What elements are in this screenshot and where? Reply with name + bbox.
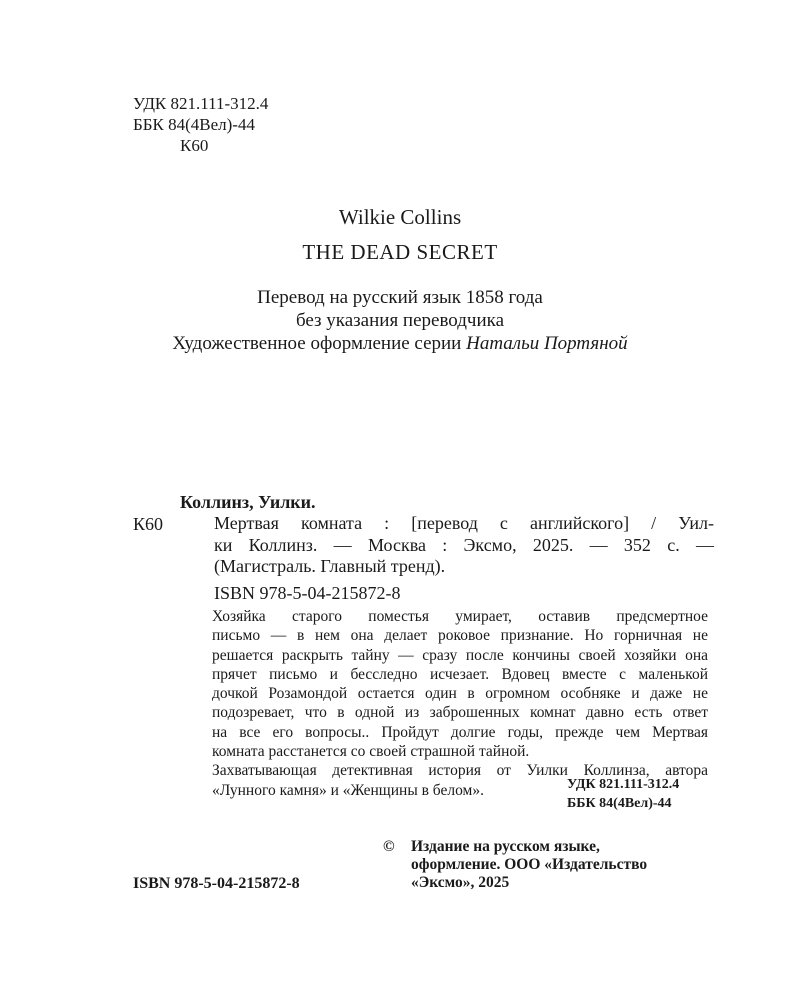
original-author: Wilkie Collins <box>338 205 462 229</box>
annotation-line: дочкой Розамондой остается один в огромном особняке и даже не <box>212 685 708 703</box>
design-credit <box>0 333 800 355</box>
bbk-code-secondary: ББК 84(4Вел)-44 <box>567 796 672 811</box>
annotation-line: письмо — в нем она делает роковое признание. Но горничная не <box>212 627 708 645</box>
annotation-line: подозревает, что в одной из заброшенных комнат давно есть ответ <box>212 704 708 722</box>
description-line: Мертвая комната : [перевод с английского] / Уил- <box>214 513 714 533</box>
annotation-paragraph-1 <box>180 607 708 761</box>
copyright-notice <box>383 838 647 892</box>
author-mark: К60 <box>180 136 209 155</box>
annotation <box>180 607 708 800</box>
copyright-symbol: © <box>383 838 395 855</box>
annotation-line: «Лунного камня» и «Женщины в белом». <box>212 781 484 799</box>
annotation-line: комната расстанется со своей страшной тайной. <box>212 743 530 761</box>
annotation-line: прячет письмо и бесследно исчезает. Вдовец вместе с маленькой <box>212 665 708 683</box>
design-credit-prefix: Художественное оформление серии <box>172 333 462 354</box>
copyright-line-2: оформление. ООО «Издательство <box>411 856 648 873</box>
description-line: ки Коллинз. — Москва : Эксмо, 2025. — 352 с. — <box>214 534 714 555</box>
bibliographic-isbn: ISBN 978-5-04-215872-8 <box>214 583 401 603</box>
classification-codes-secondary <box>567 775 679 813</box>
translation-line-2: без указания переводчика <box>295 310 505 331</box>
annotation-line: Захватывающая детективная история от Уилки Коллинза, автора <box>212 762 708 780</box>
copyright-line-1: Издание на русском языке, <box>411 838 600 855</box>
udk-code-secondary: УДК 821.111-312.4 <box>567 777 680 792</box>
bbk-code: ББК 84(4Вел)-44 <box>133 115 255 134</box>
isbn-bottom: ISBN 978-5-04-215872-8 <box>133 875 300 892</box>
annotation-line: Хозяйка старого поместья умирает, оставив предсмертное <box>212 608 708 625</box>
classification-codes <box>133 93 268 156</box>
bibliographic-author-heading: Коллинз, Уилки. <box>180 492 316 512</box>
annotation-line: решается раскрыть тайну — сразу после кончины своей хозяйки она <box>212 646 708 664</box>
bibliographic-author-mark: К60 <box>133 514 164 534</box>
design-credit-artist: Натальи Портяной <box>466 333 628 354</box>
original-title: THE DEAD SECRET <box>302 240 498 264</box>
bibliographic-description <box>214 513 714 578</box>
translation-line-1: Перевод на русский язык 1858 года <box>257 287 543 308</box>
translation-note <box>0 286 800 332</box>
annotation-line: на все его вопросы.. Пройдут долгие годы, прежде чем Мертвая <box>212 723 708 741</box>
copyright-line-3: «Эксмо», 2025 <box>411 874 510 891</box>
udk-code: УДК 821.111-312.4 <box>133 94 269 113</box>
description-line: (Магистраль. Главный тренд). <box>214 556 446 576</box>
